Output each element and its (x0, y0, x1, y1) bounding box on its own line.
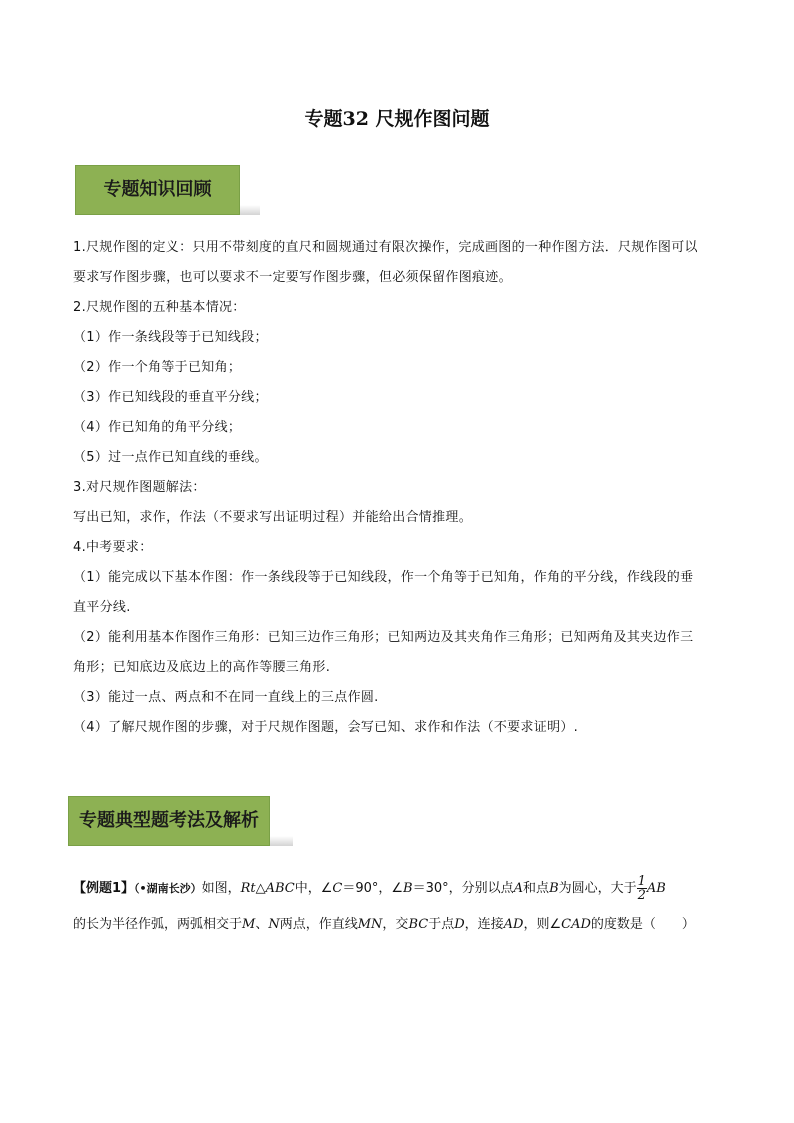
text-line: 写出已知，求作，作法（不要求写出证明过程）并能给出合情推理。 (73, 510, 473, 525)
text-line: （5）过一点作已知直线的垂线。 (73, 450, 268, 465)
math-bc: BC (408, 917, 429, 932)
example-text: 的长为半径作弧，两弧相交于 (73, 917, 243, 932)
section-banner-typical-problems (68, 796, 293, 846)
text-line: 1.尺规作图的定义：只用不带刻度的直尺和圆规通过有限次操作，完成画图的一种作图方法．尺规作图可以 (73, 240, 698, 255)
section-heading: 专题知识回顾 (103, 179, 212, 200)
math-ab: AB (646, 881, 666, 896)
text-line: 角形；已知底边及底边上的高作等腰三角形. (73, 660, 331, 675)
math-mn: MN (357, 917, 383, 932)
knowledge-content (73, 233, 725, 743)
math-d: D (454, 917, 465, 932)
example-text: ，则∠ (523, 917, 562, 932)
example-text: 的度数是（ ） (590, 917, 695, 932)
text-line: （3）作已知线段的垂直平分线； (73, 390, 268, 405)
math-cad: CAD (561, 917, 591, 932)
example-text: 为圆心，大于 (558, 881, 637, 896)
example-line-2 (73, 910, 725, 940)
fraction-numerator: 1 (637, 874, 646, 889)
text-line: （2）作一个角等于已知角； (73, 360, 242, 375)
example-text: 和点 (523, 881, 550, 896)
text-line: （4）了解尺规作图的步骤，对于尺规作图题，会写已知、求作和作法（不要求证明）. (73, 720, 579, 735)
example-1 (73, 868, 725, 940)
example-text: 、 (255, 917, 269, 932)
text-line: （3）能过一点、两点和不在同一直线上的三点作圆. (73, 690, 379, 705)
text-line: （2）能利用基本作图作三角形：已知三边作三角形；已知两边及其夹角作三角形；已知两角及其夹边作三 (73, 630, 694, 645)
fraction-one-half (637, 875, 647, 902)
text-line: （4）作已知角的角平分线； (73, 420, 242, 435)
math-b: B (549, 881, 559, 896)
section-banner-knowledge-review (75, 165, 260, 215)
section-heading: 专题典型题考法及解析 (79, 810, 259, 831)
text-line: 2.尺规作图的五种基本情况： (73, 300, 246, 315)
example-text: ，连接 (464, 917, 504, 932)
example-text: ，交 (382, 917, 409, 932)
example-source: （•湖南长沙） (134, 882, 202, 895)
math-rt-abc: Rt△ABC (240, 881, 295, 896)
example-text: 中，∠ (294, 881, 333, 896)
example-text: 如图， (201, 881, 241, 896)
text-line: 4.中考要求： (73, 540, 153, 555)
text-line: （1）能完成以下基本作图：作一条线段等于已知线段，作一个角等于已知角，作角的平分线，作线段的垂 (73, 570, 694, 585)
text-line: 直平分线. (73, 600, 131, 615)
text-line: （1）作一条线段等于已知线段； (73, 330, 268, 345)
example-text: ＝30°，分别以点 (412, 881, 514, 896)
text-line: 要求写作图步骤，也可以要求不一定要写作图步骤，但必须保留作图痕迹。 (73, 270, 512, 285)
example-text: 两点，作直线 (279, 917, 358, 932)
page-title: 专题32 尺规作图问题 (304, 108, 490, 130)
math-b: B (403, 881, 413, 896)
example-label: 【例题1】 (73, 881, 135, 896)
math-m: M (242, 917, 256, 932)
math-ad: AD (503, 917, 524, 932)
example-text: 于点 (428, 917, 455, 932)
banner-shadow (240, 205, 260, 215)
fraction-denominator: 2 (637, 888, 646, 903)
banner-shadow (270, 836, 293, 846)
math-n: N (268, 917, 280, 932)
text-line: 3.对尺规作图题解法： (73, 480, 206, 495)
example-text: ＝90°，∠ (342, 881, 404, 896)
math-a: A (513, 881, 524, 896)
example-line-1 (73, 868, 725, 910)
math-c: C (332, 881, 343, 896)
